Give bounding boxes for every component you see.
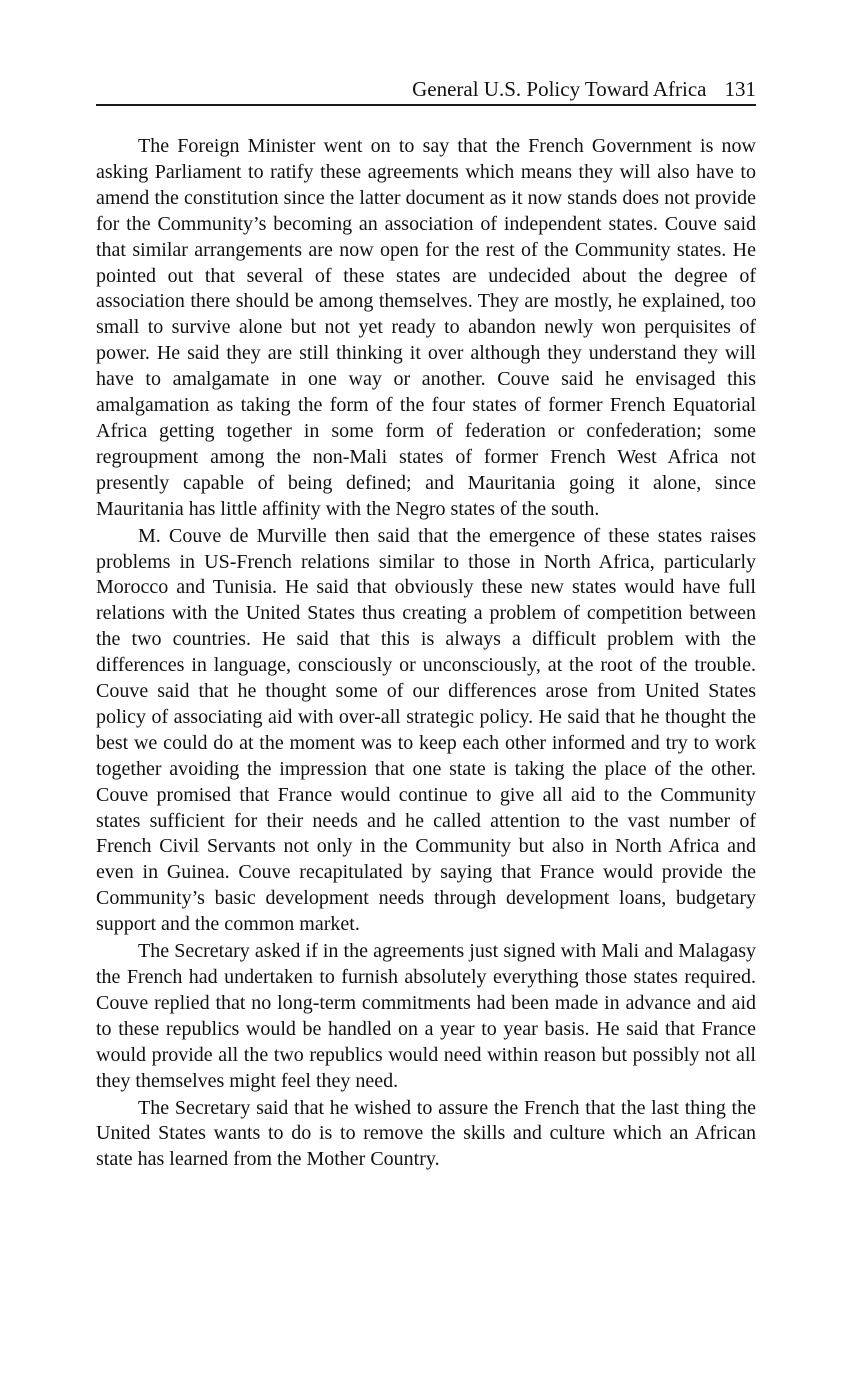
running-header bbox=[96, 76, 756, 106]
paragraph: The Secretary asked if in the agreements just signed with Mali and Malagasy the French had undertaken to furnish absolutely everything those states required. Couve replied that no long-term commitments had been made in advance and aid to these republics would be handled on a year to year basis. He said that France would provide all the two republics would need within reason but possibly not all they themselves might feel they need. bbox=[96, 940, 756, 1092]
body-text bbox=[96, 134, 756, 1174]
paragraph: The Secretary said that he wished to assure the French that the last thing the United States wants to do is to remove the skills and culture which an African state has learned from the Mother Country. bbox=[96, 1096, 756, 1171]
paragraph: The Foreign Minister went on to say that the French Government is now asking Parliament to ratify these agreements which means they will also have to amend the constitution since the latter document as it now stands does not provide for the Community’s becoming an association of independent states. Couve said that similar arrangements are now open for the rest of the Community states. He pointed out that several of these states are undecided about the degree of association there should be among themselves. They are mostly, he explained, too small to survive alone but not yet ready to abandon newly won perquisites of power. He said they are still thinking it over although they understand they will have to amalgamate in one way or another. Couve said he envisaged this amalgamation as taking the form of the four states of former French Equatorial Africa getting together in some form of federation or confederation; some regroupment among the non-Mali states of former French West Africa not presently capable of being defined; and Mauritania going it alone, since Mauritania has little affinity with the Negro states of the south. bbox=[96, 135, 756, 520]
page-number: 131 bbox=[724, 77, 756, 101]
running-header-title: General U.S. Policy Toward Africa bbox=[412, 77, 707, 101]
paragraph: M. Couve de Murville then said that the emergence of these states raises problems in US-French relations similar to those in North Africa, particularly Morocco and Tunisia. He said that obviously these new states would have full relations with the United States thus creating a problem of competition between the two countries. He said that this is always a difficult problem with the differences in language, consciously or unconsciously, at the root of the trouble. Couve said that he thought some of our differences arose from United States policy of associating aid with over-all strategic policy. He said that he thought the best we could do at the moment was to keep each other informed and try to work together avoiding the impression that one state is taking the place of the other. Couve promised that France would continue to give all aid to the Community states sufficient for their needs and he called attention to the vast number of French Civil Servants not only in the Community but also in North Africa and even in Guinea. Couve recapitulated by saying that France would provide the Community’s basic development needs through development loans, budgetary support and the common market. bbox=[96, 524, 756, 936]
